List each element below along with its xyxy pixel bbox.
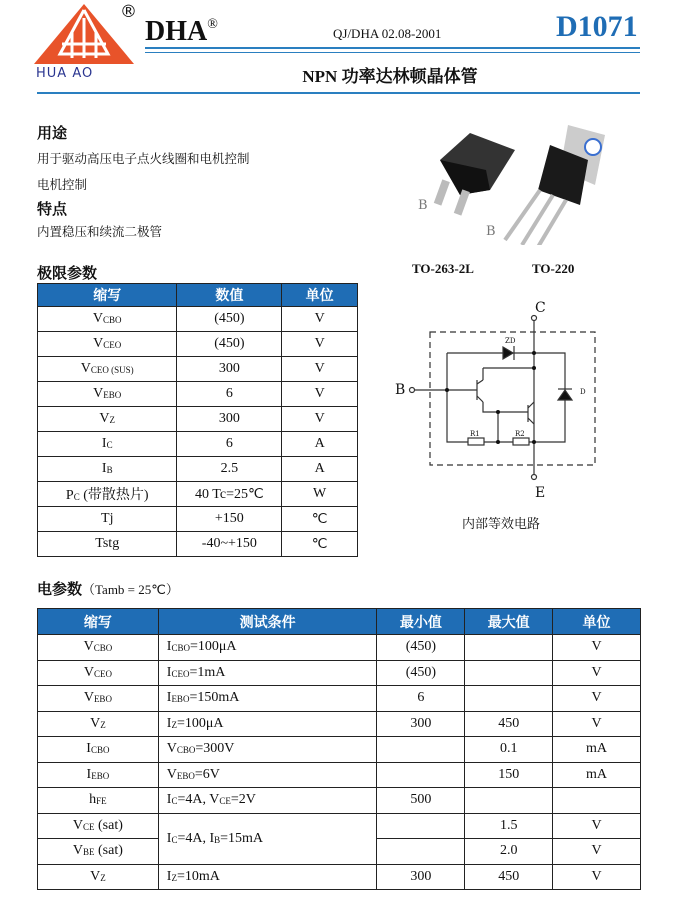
subscript: C bbox=[106, 440, 113, 450]
text-segment: =300V bbox=[195, 741, 235, 757]
text-segment: V bbox=[166, 741, 177, 757]
header-divider-thin bbox=[145, 52, 640, 53]
table-row bbox=[38, 482, 358, 507]
table-row bbox=[38, 813, 641, 839]
table-row bbox=[38, 660, 641, 686]
text-segment: =15mA bbox=[220, 830, 264, 846]
subscript: CBO bbox=[90, 745, 110, 756]
column-header: 单位 bbox=[282, 284, 358, 307]
unit-cell: A bbox=[282, 432, 358, 457]
text-segment: =4A, I bbox=[177, 830, 215, 846]
unit-cell: V bbox=[553, 711, 641, 737]
symbol-cell bbox=[38, 382, 177, 407]
text-segment: =100μA bbox=[189, 639, 237, 655]
package-images bbox=[410, 115, 630, 245]
text-segment: =100μA bbox=[176, 715, 224, 731]
text-segment: V bbox=[90, 868, 101, 884]
circuit-caption: 内部等效电路 bbox=[462, 517, 541, 532]
subscript: EBO bbox=[176, 770, 195, 781]
max-cell bbox=[465, 660, 553, 686]
package-label: TO-263-2L bbox=[412, 261, 474, 276]
value-cell: (450) bbox=[177, 307, 282, 332]
symbol-cell bbox=[38, 788, 159, 814]
symbol-cell bbox=[38, 839, 159, 865]
table-row bbox=[38, 864, 641, 890]
subscript: CEO (SUS) bbox=[90, 365, 134, 375]
page-title: NPN 功率达林顿晶体管 bbox=[302, 67, 478, 86]
unit-cell: V bbox=[553, 660, 641, 686]
text-segment: (带散热片) bbox=[79, 488, 149, 503]
unit-cell: V bbox=[553, 839, 641, 865]
usage-line: 用于驱动高压电子点火线圈和电机控制 bbox=[37, 151, 250, 166]
circuit-label-r1: R1 bbox=[470, 430, 480, 438]
circuit-label-r2: R2 bbox=[515, 430, 525, 438]
table-row bbox=[38, 711, 641, 737]
table-row bbox=[38, 432, 358, 457]
symbol-cell bbox=[38, 635, 159, 661]
max-cell: 2.0 bbox=[465, 839, 553, 865]
circuit-label-d: D bbox=[580, 388, 586, 396]
text-segment: V bbox=[72, 817, 83, 833]
subscript: B bbox=[214, 834, 221, 845]
unit-cell: V bbox=[282, 407, 358, 432]
standard-number: QJ/DHA 02.08-2001 bbox=[333, 26, 442, 41]
subscript: CE bbox=[82, 821, 95, 832]
table-row bbox=[38, 737, 641, 763]
circuit-label-zd: ZD bbox=[505, 337, 516, 345]
column-header: 单位 bbox=[553, 609, 641, 635]
symbol-cell bbox=[38, 482, 177, 507]
text-segment: I bbox=[101, 461, 107, 476]
subscript: EBO bbox=[93, 694, 112, 705]
condition-cell bbox=[158, 686, 377, 712]
subscript: Z bbox=[100, 719, 106, 730]
brand-registered-mark: ® bbox=[207, 17, 218, 32]
symbol-cell bbox=[38, 432, 177, 457]
symbol-cell bbox=[38, 686, 159, 712]
text-segment: I bbox=[166, 830, 172, 846]
text-segment: h bbox=[89, 792, 97, 808]
condition-cell bbox=[158, 711, 377, 737]
condition-cell bbox=[158, 762, 377, 788]
electrical-condition: （Tamb = 25℃） bbox=[82, 582, 179, 597]
circuit-label-e: E bbox=[535, 485, 546, 501]
text-segment: I bbox=[166, 664, 172, 680]
unit-cell: mA bbox=[553, 737, 641, 763]
symbol-cell bbox=[38, 864, 159, 890]
table-row bbox=[38, 407, 358, 432]
subscript: C bbox=[73, 492, 80, 502]
symbol-cell bbox=[38, 711, 159, 737]
subscript: CBO bbox=[176, 745, 196, 756]
max-cell bbox=[465, 788, 553, 814]
min-cell bbox=[377, 762, 465, 788]
text-segment: =4A, V bbox=[177, 792, 220, 808]
pin-b-label: B bbox=[486, 224, 496, 239]
usage-line: 电机控制 bbox=[37, 177, 88, 192]
subscript: C bbox=[171, 796, 178, 807]
max-cell: 0.1 bbox=[465, 737, 553, 763]
min-cell: (450) bbox=[377, 635, 465, 661]
subscript: CE bbox=[219, 796, 231, 807]
text-segment: =2V bbox=[230, 792, 256, 808]
text-segment: I bbox=[166, 715, 172, 731]
electrical-heading-text: 电参数 bbox=[37, 580, 83, 598]
text-segment: (sat) bbox=[94, 817, 123, 833]
unit-cell: A bbox=[282, 457, 358, 482]
text-segment: I bbox=[86, 766, 92, 782]
pin-b-label: B bbox=[418, 198, 428, 213]
subscript: B bbox=[106, 465, 113, 475]
unit-cell: ℃ bbox=[282, 532, 358, 557]
column-header: 数值 bbox=[177, 284, 282, 307]
symbol-cell bbox=[38, 737, 159, 763]
unit-cell: V bbox=[553, 864, 641, 890]
text-segment: V bbox=[99, 411, 110, 426]
header-divider bbox=[145, 47, 640, 49]
table-row bbox=[38, 686, 641, 712]
subscript: EBO bbox=[91, 770, 110, 781]
logo-registered-mark: ® bbox=[120, 2, 137, 22]
text-segment: =6V bbox=[194, 766, 220, 782]
text-segment: =1mA bbox=[189, 664, 226, 680]
package-label: TO-220 bbox=[532, 261, 575, 276]
table-row bbox=[38, 532, 358, 557]
text-segment: V bbox=[90, 715, 101, 731]
max-cell: 450 bbox=[465, 864, 553, 890]
subscript: CBO bbox=[93, 643, 113, 654]
unit-cell: V bbox=[282, 382, 358, 407]
unit-cell: mA bbox=[553, 762, 641, 788]
text-segment: V bbox=[83, 639, 94, 655]
max-cell: 450 bbox=[465, 711, 553, 737]
text-segment: I bbox=[166, 792, 172, 808]
table-row bbox=[38, 507, 358, 532]
text-segment: =150mA bbox=[189, 690, 240, 706]
brand-name bbox=[145, 16, 218, 48]
circuit-label-b: B bbox=[395, 382, 406, 398]
value-cell: -40~+150 bbox=[177, 532, 282, 557]
value-cell: 40 Tc=25℃ bbox=[177, 482, 282, 507]
min-cell bbox=[377, 813, 465, 839]
unit-cell: V bbox=[282, 357, 358, 382]
text-segment: V bbox=[80, 361, 91, 376]
min-cell: 6 bbox=[377, 686, 465, 712]
model-number: D1071 bbox=[556, 10, 638, 43]
subscript: BE bbox=[82, 847, 95, 858]
subscript: EBO bbox=[103, 390, 122, 400]
title-divider bbox=[37, 92, 640, 94]
hua-ao-logo bbox=[34, 4, 134, 66]
text-segment: V bbox=[83, 664, 94, 680]
text-segment: (sat) bbox=[94, 843, 123, 859]
text-segment: V bbox=[72, 843, 83, 859]
unit-cell: V bbox=[553, 813, 641, 839]
min-cell bbox=[377, 839, 465, 865]
symbol-cell bbox=[38, 762, 159, 788]
table-row bbox=[38, 457, 358, 482]
value-cell: (450) bbox=[177, 332, 282, 357]
min-cell: 300 bbox=[377, 864, 465, 890]
condition-cell bbox=[158, 635, 377, 661]
symbol-cell bbox=[38, 532, 177, 557]
symbol-cell bbox=[38, 332, 177, 357]
subscript: Z bbox=[171, 872, 177, 883]
symbol-cell bbox=[38, 813, 159, 839]
subscript: Z bbox=[109, 415, 116, 425]
subscript: CEO bbox=[171, 668, 190, 679]
table-row bbox=[38, 762, 641, 788]
text-segment: I bbox=[86, 741, 91, 757]
unit-cell: V bbox=[282, 307, 358, 332]
limits-table bbox=[37, 283, 358, 557]
condition-cell bbox=[158, 864, 377, 890]
max-cell bbox=[465, 635, 553, 661]
value-cell: 300 bbox=[177, 357, 282, 382]
column-header: 缩写 bbox=[38, 284, 177, 307]
symbol-cell bbox=[38, 660, 159, 686]
subscript: CBO bbox=[103, 315, 122, 325]
value-cell: 2.5 bbox=[177, 457, 282, 482]
to220-package-image bbox=[505, 125, 605, 245]
min-cell: 300 bbox=[377, 711, 465, 737]
min-cell: (450) bbox=[377, 660, 465, 686]
text-segment: Tstg bbox=[95, 536, 120, 551]
unit-cell: W bbox=[282, 482, 358, 507]
column-header: 缩写 bbox=[38, 609, 159, 635]
table-row bbox=[38, 357, 358, 382]
unit-cell: V bbox=[553, 635, 641, 661]
table-row bbox=[38, 788, 641, 814]
usage-heading: 用途 bbox=[37, 124, 68, 142]
text-segment: I bbox=[166, 639, 172, 655]
subscript: Z bbox=[171, 719, 177, 730]
value-cell: +150 bbox=[177, 507, 282, 532]
text-segment: P bbox=[65, 488, 74, 503]
unit-cell: V bbox=[282, 332, 358, 357]
max-cell bbox=[465, 686, 553, 712]
column-header: 最大值 bbox=[465, 609, 553, 635]
subscript: FE bbox=[96, 796, 107, 807]
limits-heading: 极限参数 bbox=[37, 264, 98, 282]
text-segment: V bbox=[93, 336, 104, 351]
brand-text: DHA bbox=[145, 16, 208, 47]
text-segment: I bbox=[101, 436, 107, 451]
symbol-cell bbox=[38, 407, 177, 432]
text-segment: I bbox=[166, 690, 172, 706]
features-heading: 特点 bbox=[37, 200, 68, 218]
subscript: CEO bbox=[93, 668, 112, 679]
table-row bbox=[38, 382, 358, 407]
text-segment: V bbox=[92, 311, 104, 326]
subscript: C bbox=[171, 834, 178, 845]
value-cell: 300 bbox=[177, 407, 282, 432]
subscript: EBO bbox=[171, 694, 190, 705]
electrical-heading bbox=[37, 578, 179, 599]
unit-cell: ℃ bbox=[282, 507, 358, 532]
condition-cell bbox=[158, 788, 377, 814]
condition-cell bbox=[158, 737, 377, 763]
electrical-table bbox=[37, 608, 641, 890]
max-cell: 1.5 bbox=[465, 813, 553, 839]
subscript: CEO bbox=[103, 340, 122, 350]
table-row bbox=[38, 332, 358, 357]
column-header: 测试条件 bbox=[158, 609, 377, 635]
symbol-cell bbox=[38, 357, 177, 382]
symbol-cell bbox=[38, 457, 177, 482]
table-row bbox=[38, 307, 358, 332]
condition-cell bbox=[158, 813, 377, 864]
symbol-cell bbox=[38, 507, 177, 532]
text-segment: I bbox=[166, 868, 172, 884]
column-header: 最小值 bbox=[377, 609, 465, 635]
text-segment: V bbox=[166, 766, 177, 782]
condition-cell bbox=[158, 660, 377, 686]
circuit-label-c: C bbox=[535, 300, 546, 316]
features-line: 内置稳压和续流二极管 bbox=[37, 224, 163, 239]
equivalent-circuit bbox=[390, 298, 620, 508]
value-cell: 6 bbox=[177, 432, 282, 457]
text-segment: V bbox=[93, 386, 104, 401]
text-segment: Tj bbox=[101, 511, 114, 526]
subscript: Z bbox=[100, 872, 106, 883]
unit-cell bbox=[553, 788, 641, 814]
min-cell: 500 bbox=[377, 788, 465, 814]
unit-cell: V bbox=[553, 686, 641, 712]
logo-text: HUA AO bbox=[36, 66, 94, 81]
min-cell bbox=[377, 737, 465, 763]
value-cell: 6 bbox=[177, 382, 282, 407]
to263-package-image bbox=[434, 133, 515, 216]
text-segment: =10mA bbox=[176, 868, 220, 884]
symbol-cell bbox=[38, 307, 177, 332]
subscript: CBO bbox=[171, 643, 190, 654]
text-segment: V bbox=[83, 690, 94, 706]
max-cell: 150 bbox=[465, 762, 553, 788]
table-row bbox=[38, 635, 641, 661]
